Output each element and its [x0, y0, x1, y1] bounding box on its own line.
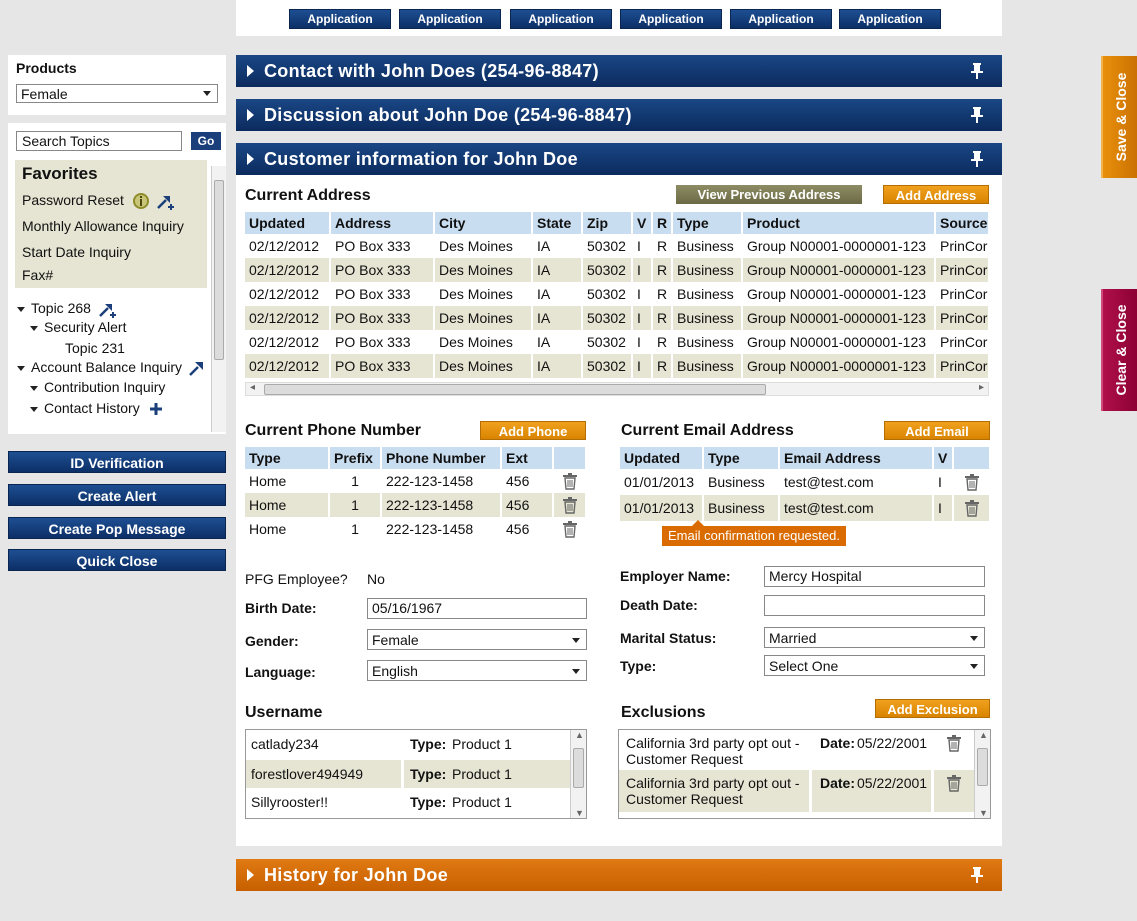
table-cell: IA	[532, 282, 582, 306]
col-zip[interactable]: Zip	[582, 212, 632, 234]
gender-select[interactable]	[367, 629, 587, 650]
add-phone-button[interactable]: Add Phone	[480, 421, 586, 440]
chevron-down-icon	[30, 407, 38, 412]
col-v[interactable]: V	[933, 447, 953, 469]
table-cell: Group N00001-0000001-123	[742, 234, 935, 258]
application-button-3[interactable]: Application	[510, 9, 612, 29]
trash-icon[interactable]	[946, 735, 962, 752]
table-cell: R	[652, 306, 672, 330]
table-cell: test@test.com	[779, 469, 933, 495]
table-cell: Home	[245, 517, 329, 541]
table-cell: 02/12/2012	[245, 330, 330, 354]
table-cell: R	[652, 282, 672, 306]
email-rows	[620, 469, 990, 521]
table-row[interactable]	[245, 258, 989, 282]
username-row[interactable]	[246, 760, 570, 788]
marital-status-label: Marital Status:	[620, 630, 717, 646]
username-row[interactable]	[246, 788, 570, 816]
death-date-input[interactable]	[764, 595, 985, 616]
exclusion-date-label: Date:	[820, 775, 856, 791]
marital-status-select[interactable]	[764, 627, 985, 648]
tree-item-topic-268[interactable]	[17, 300, 118, 318]
col-state[interactable]: State	[532, 212, 582, 234]
table-cell: Des Moines	[434, 258, 532, 282]
exclusion-line-1: California 3rd party opt out -	[626, 735, 800, 751]
username-type-label: Type:	[410, 794, 447, 810]
trash-icon[interactable]	[964, 500, 980, 517]
current-email-title: Current Email Address	[621, 422, 794, 439]
expand-icon	[247, 109, 254, 121]
table-cell: 222-123-1458	[381, 493, 501, 517]
application-button-5[interactable]: Application	[730, 9, 832, 29]
table-cell: 01/01/2013	[620, 495, 703, 521]
username-type-value: Product 1	[452, 766, 512, 782]
table-cell: PO Box 333	[330, 306, 434, 330]
pushpin-icon[interactable]	[970, 867, 984, 883]
email-header-row	[620, 447, 990, 469]
col-phone-number[interactable]: Phone Number	[381, 447, 501, 469]
favorite-item-label: Password Reset	[22, 192, 124, 208]
exclusions-scroll-thumb[interactable]	[977, 748, 988, 786]
col-type[interactable]: Type	[245, 447, 329, 469]
exclusion-date-value: 05/22/2001	[857, 735, 928, 751]
address-table	[245, 212, 990, 378]
table-cell: PrinCor	[935, 258, 989, 282]
col-ext[interactable]: Ext	[501, 447, 553, 469]
table-cell: Des Moines	[434, 330, 532, 354]
table-cell: Home	[245, 469, 329, 493]
table-cell: 02/12/2012	[245, 234, 330, 258]
pin-icon[interactable]	[189, 360, 205, 376]
type-select-value: Select One	[769, 658, 839, 674]
table-cell: 1	[329, 469, 381, 493]
expand-icon	[247, 153, 254, 165]
table-cell: I	[933, 495, 953, 521]
pushpin-icon[interactable]	[970, 151, 984, 167]
username-type-label: Type:	[410, 766, 447, 782]
scroll-down-icon[interactable]: ▼	[979, 808, 988, 818]
table-cell: I	[632, 282, 652, 306]
pin-add-icon[interactable]	[98, 300, 118, 318]
language-select[interactable]	[367, 660, 587, 681]
topics-scroll-thumb[interactable]	[214, 180, 224, 360]
table-row[interactable]	[620, 495, 990, 521]
tree-label: Contact History	[44, 400, 140, 416]
pushpin-icon[interactable]	[970, 107, 984, 123]
pfg-employee-value: No	[367, 571, 385, 587]
table-cell: Group N00001-0000001-123	[742, 258, 935, 282]
table-cell: PO Box 333	[330, 234, 434, 258]
username-scrollbar[interactable]	[570, 730, 586, 818]
language-label: Language:	[245, 664, 316, 680]
table-cell: I	[632, 354, 652, 378]
table-cell: PrinCor	[935, 354, 989, 378]
create-pop-message-button[interactable]: Create Pop Message	[8, 517, 226, 539]
col-type[interactable]: Type	[672, 212, 742, 234]
table-cell: R	[652, 234, 672, 258]
customer-info-content	[236, 175, 1002, 846]
address-horizontal-scrollbar[interactable]	[245, 382, 989, 396]
pushpin-icon[interactable]	[970, 63, 984, 79]
tree-item-security-alert[interactable]	[30, 319, 126, 335]
chevron-down-icon	[572, 669, 580, 674]
col-prefix[interactable]: Prefix	[329, 447, 381, 469]
table-cell: 50302	[582, 306, 632, 330]
expand-icon	[247, 869, 254, 881]
table-cell: Des Moines	[434, 234, 532, 258]
table-cell: 50302	[582, 354, 632, 378]
scroll-up-icon[interactable]: ▲	[979, 730, 988, 740]
username-type-value: Product 1	[452, 736, 512, 752]
delete-cell	[953, 469, 990, 495]
favorites-box	[15, 160, 207, 288]
chevron-down-icon	[30, 326, 38, 331]
current-address-title: Current Address	[245, 187, 371, 204]
topics-panel	[8, 123, 226, 434]
tree-label: Contribution Inquiry	[44, 379, 166, 395]
table-cell: R	[652, 258, 672, 282]
application-button-6[interactable]: Application	[839, 9, 941, 29]
section-history-header[interactable]	[236, 859, 1002, 891]
exclusion-date-value: 05/22/2001	[857, 775, 928, 791]
table-cell: Des Moines	[434, 282, 532, 306]
trash-icon[interactable]	[562, 521, 578, 538]
type-select[interactable]	[764, 655, 985, 676]
table-cell: Des Moines	[434, 306, 532, 330]
products-select-value: Female	[21, 86, 68, 102]
go-button[interactable]: Go	[191, 132, 221, 150]
exclusion-row[interactable]	[619, 770, 974, 812]
favorite-item-start-date[interactable]: Start Date Inquiry	[22, 244, 131, 260]
scroll-right-icon[interactable]: ▸	[978, 382, 984, 393]
gender-label: Gender:	[245, 633, 299, 649]
table-row[interactable]	[245, 493, 586, 517]
delete-cell	[553, 517, 586, 541]
username-value: catlady234	[251, 736, 319, 752]
section-discussion-header[interactable]	[236, 99, 1002, 131]
search-topics-input[interactable]: Search Topics	[16, 131, 182, 151]
table-cell: 50302	[582, 234, 632, 258]
chevron-down-icon	[572, 638, 580, 643]
chevron-down-icon	[30, 386, 38, 391]
table-row[interactable]	[245, 330, 989, 354]
tree-label: Topic 268	[31, 300, 91, 316]
table-cell: R	[652, 330, 672, 354]
table-cell: I	[933, 469, 953, 495]
tree-item-topic-231[interactable]: Topic 231	[65, 340, 125, 356]
table-cell: Group N00001-0000001-123	[742, 282, 935, 306]
exclusion-line-2: Customer Request	[626, 751, 743, 767]
pfg-employee-label: PFG Employee?	[245, 571, 348, 587]
death-date-label: Death Date:	[620, 597, 698, 613]
expand-icon	[247, 65, 254, 77]
email-table	[620, 447, 991, 521]
table-cell: PO Box 333	[330, 282, 434, 306]
exclusions-scrollbar[interactable]	[974, 730, 990, 818]
add-exclusion-button[interactable]: Add Exclusion	[875, 699, 990, 718]
table-cell: R	[652, 354, 672, 378]
username-scroll-thumb[interactable]	[573, 748, 584, 788]
tree-item-contact-history[interactable]	[30, 400, 162, 416]
table-row[interactable]	[245, 517, 586, 541]
table-cell: Business	[703, 469, 779, 495]
table-cell: Business	[672, 234, 742, 258]
col-type[interactable]: Type	[703, 447, 779, 469]
col-product[interactable]: Product	[742, 212, 935, 234]
table-cell: 222-123-1458	[381, 469, 501, 493]
table-cell: test@test.com	[779, 495, 933, 521]
trash-icon[interactable]	[946, 775, 962, 792]
table-cell: I	[632, 234, 652, 258]
products-panel	[8, 55, 226, 115]
col-r[interactable]: R	[652, 212, 672, 234]
exclusion-description	[626, 735, 800, 767]
scroll-up-icon[interactable]: ▲	[575, 730, 584, 740]
employer-name-label: Employer Name:	[620, 568, 731, 584]
table-cell: Des Moines	[434, 354, 532, 378]
trash-icon[interactable]	[562, 497, 578, 514]
phone-table	[245, 447, 587, 541]
table-cell: Business	[672, 306, 742, 330]
username-type-label: Type:	[410, 736, 447, 752]
table-cell: PrinCor	[935, 306, 989, 330]
exclusion-line-2: Customer Request	[626, 791, 743, 807]
exclusions-title: Exclusions	[621, 704, 706, 721]
tree-item-account-balance[interactable]	[17, 359, 205, 376]
tree-item-contribution-inquiry[interactable]	[30, 379, 165, 395]
table-cell: Business	[672, 354, 742, 378]
type-label: Type:	[620, 658, 657, 674]
table-cell: Group N00001-0000001-123	[742, 354, 935, 378]
gender-select-value: Female	[372, 632, 419, 648]
exclusion-row[interactable]	[619, 730, 974, 770]
table-cell: 1	[329, 493, 381, 517]
table-cell: PrinCor	[935, 282, 989, 306]
table-cell: PO Box 333	[330, 258, 434, 282]
application-button-4[interactable]: Application	[620, 9, 722, 29]
table-cell: Business	[672, 282, 742, 306]
table-cell: 02/12/2012	[245, 354, 330, 378]
exclusion-date-label: Date:	[820, 735, 856, 751]
products-label: Products	[16, 60, 77, 76]
table-cell: 50302	[582, 282, 632, 306]
col-updated[interactable]: Updated	[245, 212, 330, 234]
table-cell: 02/12/2012	[245, 258, 330, 282]
birth-date-label: Birth Date:	[245, 600, 317, 616]
table-cell: Group N00001-0000001-123	[742, 330, 935, 354]
trash-icon[interactable]	[562, 473, 578, 490]
language-select-value: English	[372, 663, 418, 679]
trash-icon[interactable]	[964, 474, 980, 491]
info-icon[interactable]	[132, 192, 150, 210]
table-cell: IA	[532, 330, 582, 354]
username-title: Username	[245, 704, 323, 721]
id-verification-button[interactable]: ID Verification	[8, 451, 226, 473]
table-cell: 50302	[582, 330, 632, 354]
save-close-tab[interactable]	[1101, 56, 1137, 178]
username-value: forestlover494949	[251, 766, 364, 782]
col-city[interactable]: City	[434, 212, 532, 234]
clear-close-tab[interactable]	[1101, 289, 1137, 411]
view-previous-address-button[interactable]: View Previous Address	[676, 185, 862, 204]
table-cell: 02/12/2012	[245, 306, 330, 330]
section-customer-header[interactable]	[236, 143, 1002, 175]
save-close-label: Save & Close	[1113, 72, 1129, 162]
favorite-item-fax[interactable]: Fax#	[22, 267, 54, 283]
favorite-item-monthly-allowance[interactable]: Monthly Allowance Inquiry	[22, 218, 184, 234]
add-address-button[interactable]: Add Address	[883, 185, 989, 204]
col-updated[interactable]: Updated	[620, 447, 703, 469]
chevron-down-icon	[970, 664, 978, 669]
table-cell: 50302	[582, 258, 632, 282]
create-alert-button[interactable]: Create Alert	[8, 484, 226, 506]
pin-add-icon[interactable]	[156, 192, 176, 210]
table-row[interactable]	[245, 234, 989, 258]
scroll-left-icon[interactable]: ◂	[250, 382, 256, 393]
table-cell: 456	[501, 517, 553, 541]
table-cell: IA	[532, 258, 582, 282]
chevron-down-icon	[970, 636, 978, 641]
table-row[interactable]	[245, 306, 989, 330]
table-cell: Group N00001-0000001-123	[742, 306, 935, 330]
employer-name-input[interactable]: Mercy Hospital	[764, 566, 985, 587]
application-bar	[236, 0, 1002, 36]
table-cell: PrinCor	[935, 234, 989, 258]
username-type-value: Product 1	[452, 794, 512, 810]
exclusion-description	[626, 775, 800, 807]
column-divider	[931, 770, 934, 812]
table-cell: I	[632, 330, 652, 354]
exclusions-list	[618, 729, 991, 819]
marital-status-select-value: Married	[769, 630, 817, 646]
table-cell: IA	[532, 306, 582, 330]
section-title: Discussion about John Doe (254-96-8847)	[264, 105, 632, 125]
delete-cell	[553, 493, 586, 517]
column-divider	[401, 760, 404, 788]
phone-rows	[245, 469, 586, 541]
topics-scrollbar[interactable]	[211, 166, 226, 432]
favorite-item-password-reset[interactable]	[22, 192, 176, 210]
scroll-down-icon[interactable]: ▼	[575, 808, 584, 818]
favorites-title: Favorites	[22, 164, 98, 183]
table-cell: Home	[245, 493, 329, 517]
application-button-1[interactable]: Application	[289, 9, 391, 29]
table-cell: Business	[672, 330, 742, 354]
quick-close-button[interactable]: Quick Close	[8, 549, 226, 571]
chevron-down-icon	[203, 91, 211, 96]
table-cell: IA	[532, 234, 582, 258]
table-cell: Business	[672, 258, 742, 282]
table-cell: PrinCor	[935, 330, 989, 354]
birth-date-input[interactable]: 05/16/1967	[367, 598, 587, 619]
delete-cell	[953, 495, 990, 521]
delete-cell	[553, 469, 586, 493]
table-row[interactable]	[245, 282, 989, 306]
table-cell: 456	[501, 469, 553, 493]
section-title: Contact with John Does (254-96-8847)	[264, 61, 599, 81]
col-v[interactable]: V	[632, 212, 652, 234]
table-cell: 222-123-1458	[381, 517, 501, 541]
section-contact-header[interactable]	[236, 55, 1002, 87]
table-row[interactable]	[620, 469, 990, 495]
section-title: Customer information for John Doe	[264, 149, 578, 169]
current-phone-title: Current Phone Number	[245, 422, 422, 439]
application-button-2[interactable]: Application	[399, 9, 501, 29]
table-cell: IA	[532, 354, 582, 378]
phone-header-row	[245, 447, 586, 469]
section-title: History for John Doe	[264, 865, 449, 885]
table-cell: 01/01/2013	[620, 469, 703, 495]
column-divider	[809, 770, 812, 812]
clear-close-label: Clear & Close	[1113, 304, 1129, 396]
exclusion-line-1: California 3rd party opt out -	[626, 775, 800, 791]
tree-label: Account Balance Inquiry	[31, 359, 182, 375]
col-actions	[553, 447, 586, 469]
tree-label: Security Alert	[44, 319, 127, 335]
address-header-row	[245, 212, 989, 234]
table-cell: PO Box 333	[330, 354, 434, 378]
table-row[interactable]	[245, 354, 989, 378]
table-cell: 1	[329, 517, 381, 541]
email-confirmation-tooltip: Email confirmation requested.	[662, 526, 846, 546]
table-cell: Business	[703, 495, 779, 521]
add-email-button[interactable]: Add Email	[884, 421, 990, 440]
table-row[interactable]	[245, 469, 586, 493]
username-value: Sillyrooster!!	[251, 794, 329, 810]
table-cell: I	[632, 258, 652, 282]
username-row[interactable]	[246, 730, 570, 758]
col-source[interactable]: Source	[935, 212, 989, 234]
address-rows	[245, 234, 989, 378]
table-cell: 02/12/2012	[245, 282, 330, 306]
col-email-address[interactable]: Email Address	[779, 447, 933, 469]
col-address[interactable]: Address	[330, 212, 434, 234]
plus-icon[interactable]	[150, 403, 162, 415]
address-scroll-thumb[interactable]	[264, 384, 766, 395]
username-list	[245, 729, 587, 819]
table-cell: PO Box 333	[330, 330, 434, 354]
chevron-down-icon	[17, 307, 25, 312]
products-select[interactable]	[16, 84, 218, 103]
table-cell: I	[632, 306, 652, 330]
table-cell: 456	[501, 493, 553, 517]
chevron-down-icon	[17, 366, 25, 371]
col-actions	[953, 447, 990, 469]
